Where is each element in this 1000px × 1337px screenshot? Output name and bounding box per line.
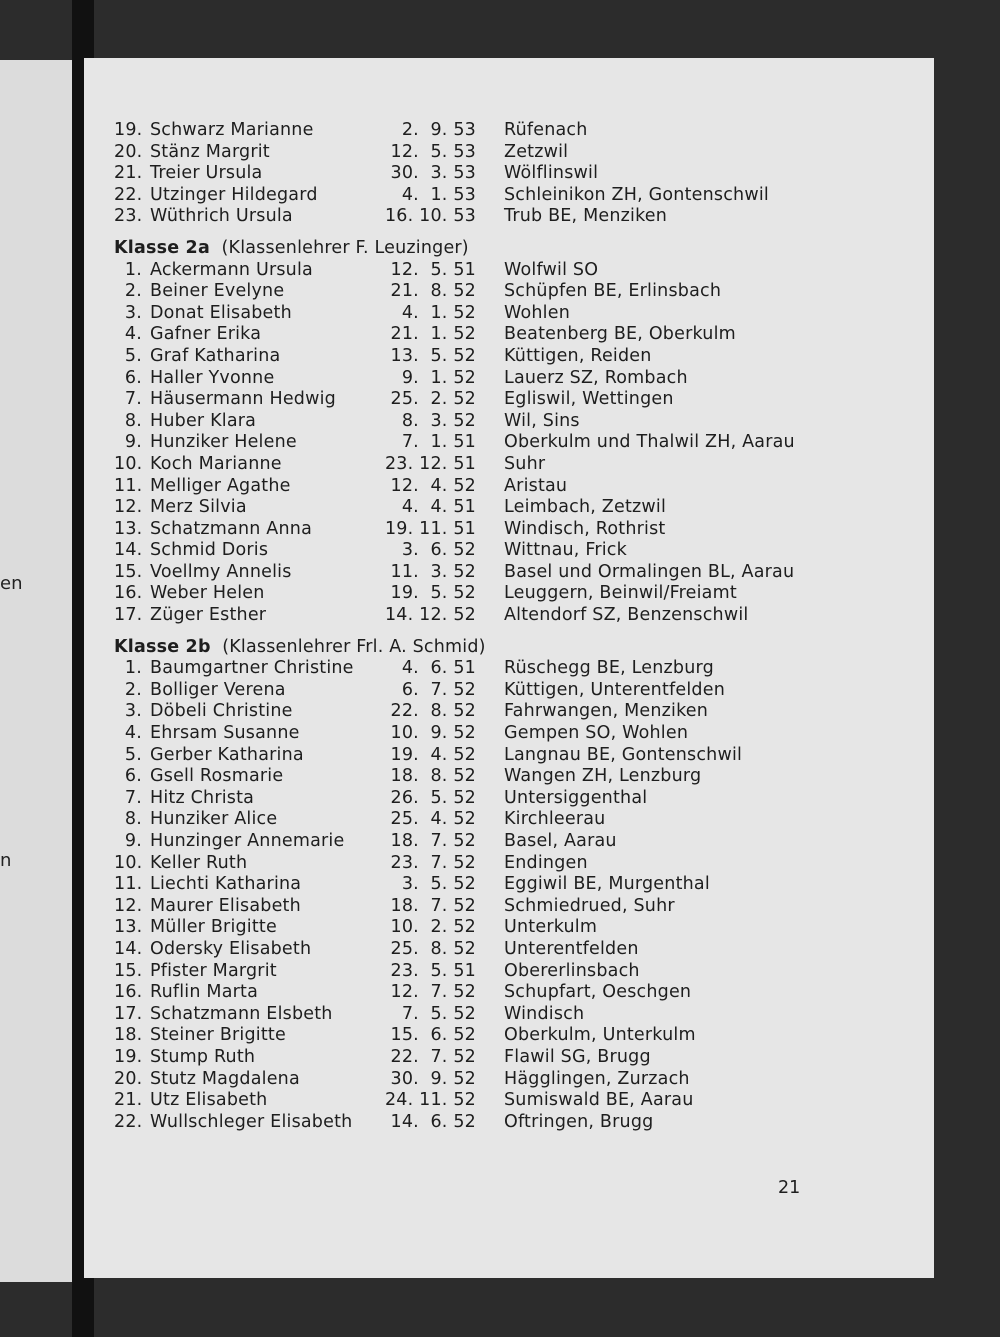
student-name: Donat Elisabeth	[150, 302, 292, 323]
student-name: Beiner Evelyne	[150, 281, 285, 302]
birth-date: 21. 8. 52	[390, 281, 476, 302]
home-place: Wittnau, Frick	[504, 540, 627, 561]
class-name: Klasse 2b	[114, 636, 211, 657]
birth-date: 14. 6. 52	[390, 1111, 476, 1132]
student-number: 5.	[124, 744, 142, 765]
birth-date: 4. 6. 51	[401, 658, 476, 679]
birth-date: 19. 4. 52	[390, 744, 476, 765]
birth-date: 2. 9. 53	[401, 120, 476, 140]
student-row	[114, 142, 914, 164]
student-name: Müller Brigitte	[150, 917, 277, 938]
home-place: Aristau	[504, 475, 568, 496]
student-name: Döbeli Christine	[150, 701, 293, 722]
birth-date: 16. 10. 53	[384, 206, 476, 227]
student-row	[114, 185, 914, 207]
student-number: 7.	[124, 389, 142, 410]
student-number: 6.	[124, 367, 142, 388]
student-row	[114, 163, 914, 185]
student-name: Utz Elisabeth	[150, 1090, 268, 1111]
student-name: Häusermann Hedwig	[150, 389, 336, 410]
student-name: Graf Katharina	[150, 345, 281, 366]
birth-date: 26. 5. 52	[390, 787, 476, 808]
student-name: Ruflin Marta	[150, 982, 259, 1003]
birth-date: 22. 8. 52	[390, 701, 476, 722]
home-place: Rüschegg BE, Lenzburg	[504, 658, 714, 679]
home-place: Flawil SG, Brugg	[504, 1046, 651, 1067]
home-place: Zetzwil	[504, 141, 569, 162]
class-teacher: (Klassenlehrer Frl. A. Schmid)	[222, 636, 486, 657]
home-place: Endingen	[504, 852, 588, 873]
home-place: Eggiwil BE, Murgenthal	[504, 874, 710, 895]
student-name: Bolliger Verena	[150, 679, 286, 700]
student-name: Keller Ruth	[150, 852, 248, 873]
student-name: Stänz Margrit	[150, 141, 270, 162]
student-name: Pfister Margrit	[150, 960, 277, 981]
student-name: Hunziker Alice	[150, 809, 278, 830]
student-list	[114, 120, 914, 1133]
student-number: 15.	[114, 960, 143, 981]
student-name: Gerber Katharina	[150, 744, 304, 765]
home-place: Altendorf SZ, Benzenschwil	[504, 605, 749, 626]
student-number: 22.	[114, 184, 143, 205]
home-place: Suhr	[504, 453, 546, 474]
birth-date: 12. 5. 53	[390, 141, 476, 162]
student-name: Koch Marianne	[150, 453, 282, 474]
student-row	[114, 540, 914, 562]
student-row	[114, 1069, 914, 1091]
student-number: 9.	[124, 831, 142, 851]
student-number: 17.	[114, 1003, 143, 1024]
student-name: Wüthrich Ursula	[150, 206, 293, 227]
birth-date: 10. 9. 52	[390, 723, 476, 744]
student-row	[114, 831, 914, 853]
birth-date: 25. 4. 52	[390, 809, 476, 830]
home-place: Küttigen, Reiden	[504, 345, 652, 366]
home-place: Beatenberg BE, Oberkulm	[504, 324, 736, 345]
student-row	[114, 1090, 914, 1112]
birth-date: 11. 3. 52	[390, 561, 476, 582]
student-row	[114, 701, 914, 723]
student-name: Ehrsam Susanne	[150, 723, 300, 744]
birth-date: 4. 1. 52	[401, 302, 476, 323]
student-row	[114, 519, 914, 541]
class-heading	[114, 637, 914, 659]
student-row	[114, 982, 914, 1004]
home-place: Rüfenach	[504, 120, 588, 140]
student-row	[114, 281, 914, 303]
student-number: 16.	[114, 982, 143, 1003]
birth-date: 12. 5. 51	[390, 259, 476, 280]
student-number: 3.	[124, 701, 142, 722]
student-row	[114, 723, 914, 745]
student-row	[114, 658, 914, 680]
student-number: 23.	[114, 206, 143, 227]
student-number: 11.	[114, 874, 143, 895]
student-row	[114, 605, 914, 627]
class-name: Klasse 2a	[114, 237, 210, 258]
student-number: 2.	[124, 281, 142, 302]
student-row	[114, 917, 914, 939]
student-number: 8.	[124, 809, 142, 830]
student-name: Züger Esther	[150, 605, 267, 626]
home-place: Wolfwil SO	[504, 259, 599, 280]
birth-date: 3. 5. 52	[401, 874, 476, 895]
home-place: Sumiswald BE, Aarau	[504, 1090, 694, 1111]
student-number: 12.	[114, 895, 143, 916]
birth-date: 4. 4. 51	[401, 497, 476, 518]
home-place: Langnau BE, Gontenschwil	[504, 744, 743, 765]
student-number: 3.	[124, 302, 142, 323]
birth-date: 15. 6. 52	[390, 1025, 476, 1046]
student-row	[114, 120, 914, 142]
student-number: 16.	[114, 583, 143, 604]
student-number: 20.	[114, 1068, 143, 1089]
student-row	[114, 1112, 914, 1134]
class-group	[114, 120, 914, 228]
student-name: Hitz Christa	[150, 787, 255, 808]
student-number: 17.	[114, 605, 143, 626]
home-place: Egliswil, Wettingen	[504, 389, 674, 410]
student-number: 14.	[114, 540, 143, 561]
student-name: Voellmy Annelis	[150, 561, 292, 582]
student-number: 14.	[114, 938, 143, 959]
student-name: Melliger Agathe	[150, 475, 291, 496]
student-number: 18.	[114, 1025, 143, 1046]
home-place: Fahrwangen, Menziken	[504, 701, 709, 722]
student-name: Haller Yvonne	[150, 367, 275, 388]
student-row	[114, 389, 914, 411]
student-name: Liechti Katharina	[150, 874, 302, 895]
student-name: Treier Ursula	[150, 163, 263, 184]
birth-date: 30. 9. 52	[390, 1068, 476, 1089]
student-number: 22.	[114, 1111, 143, 1132]
birth-date: 3. 6. 52	[401, 540, 476, 561]
home-place: Obererlinsbach	[504, 960, 640, 981]
birth-date: 23. 5. 51	[390, 960, 476, 981]
student-row	[114, 680, 914, 702]
home-place: Hägglingen, Zurzach	[504, 1068, 690, 1089]
home-place: Wohlen	[504, 302, 570, 323]
birth-date: 30. 3. 53	[390, 163, 476, 184]
left-page-edge	[0, 60, 72, 1282]
class-group	[114, 637, 914, 1134]
student-row	[114, 346, 914, 368]
student-row	[114, 1004, 914, 1026]
home-place: Oberkulm, Unterkulm	[504, 1025, 696, 1046]
student-number: 5.	[124, 345, 142, 366]
birth-date: 22. 7. 52	[390, 1046, 476, 1067]
home-place: Basel, Aarau	[504, 831, 617, 851]
student-row	[114, 324, 914, 346]
student-number: 20.	[114, 141, 143, 162]
birth-date: 18. 7. 52	[390, 895, 476, 916]
student-row	[114, 411, 914, 433]
student-name: Ackermann Ursula	[150, 259, 313, 280]
birth-date: 21. 1. 52	[390, 324, 476, 345]
birth-date: 7. 5. 52	[401, 1003, 476, 1024]
birth-date: 13. 5. 52	[390, 345, 476, 366]
student-name: Merz Silvia	[150, 497, 247, 518]
student-row	[114, 454, 914, 476]
student-number: 10.	[114, 852, 143, 873]
home-place: Schmiedrued, Suhr	[504, 895, 675, 916]
student-number: 6.	[124, 766, 142, 787]
home-place: Untersiggenthal	[504, 787, 648, 808]
birth-date: 25. 2. 52	[390, 389, 476, 410]
student-number: 11.	[114, 475, 143, 496]
student-name: Utzinger Hildegard	[150, 184, 318, 205]
student-row	[114, 260, 914, 282]
home-place: Oftringen, Brugg	[504, 1111, 654, 1132]
student-row	[114, 809, 914, 831]
home-place: Unterentfelden	[504, 938, 639, 959]
student-row	[114, 939, 914, 961]
home-place: Lauerz SZ, Rombach	[504, 367, 688, 388]
home-place: Gempen SO, Wohlen	[504, 723, 689, 744]
home-place: Wangen ZH, Lenzburg	[504, 766, 702, 787]
student-number: 1.	[124, 658, 142, 679]
student-number: 4.	[124, 324, 142, 345]
student-name: Odersky Elisabeth	[150, 938, 312, 959]
home-place: Leimbach, Zetzwil	[504, 497, 667, 518]
student-number: 21.	[114, 163, 143, 184]
student-name: Schatzmann Elsbeth	[150, 1003, 333, 1024]
student-row	[114, 206, 914, 228]
student-row	[114, 853, 914, 875]
student-number: 1.	[124, 259, 142, 280]
home-place: Basel und Ormalingen BL, Aarau	[504, 561, 795, 582]
student-row	[114, 1047, 914, 1069]
student-row	[114, 432, 914, 454]
home-place: Wil, Sins	[504, 410, 580, 431]
student-row	[114, 497, 914, 519]
home-place: Kirchleerau	[504, 809, 606, 830]
student-number: 15.	[114, 561, 143, 582]
student-number: 8.	[124, 410, 142, 431]
home-place: Oberkulm und Thalwil ZH, Aarau	[504, 432, 795, 453]
student-name: Maurer Elisabeth	[150, 895, 301, 916]
birth-date: 8. 3. 52	[401, 410, 476, 431]
student-number: 13.	[114, 518, 143, 539]
birth-date: 19. 5. 52	[390, 583, 476, 604]
student-row	[114, 1025, 914, 1047]
home-place: Küttigen, Unterentfelden	[504, 679, 725, 700]
student-number: 2.	[124, 679, 142, 700]
left-page-fragment: n	[0, 850, 12, 871]
student-row	[114, 303, 914, 325]
birth-date: 10. 2. 52	[390, 917, 476, 938]
class-group	[114, 238, 914, 627]
home-place: Schupfart, Oeschgen	[504, 982, 692, 1003]
student-number: 7.	[124, 787, 142, 808]
student-name: Stump Ruth	[150, 1046, 256, 1067]
birth-date: 9. 1. 52	[401, 367, 476, 388]
student-name: Huber Klara	[150, 410, 257, 431]
student-number: 19.	[114, 120, 143, 140]
student-number: 10.	[114, 453, 143, 474]
document-page	[84, 58, 934, 1278]
student-row	[114, 961, 914, 983]
student-number: 4.	[124, 723, 142, 744]
birth-date: 7. 1. 51	[401, 432, 476, 453]
student-row	[114, 896, 914, 918]
student-number: 12.	[114, 497, 143, 518]
birth-date: 14. 12. 52	[384, 605, 476, 626]
student-row	[114, 766, 914, 788]
home-place: Leuggern, Beinwil/Freiamt	[504, 583, 737, 604]
student-number: 21.	[114, 1090, 143, 1111]
birth-date: 6. 7. 52	[401, 679, 476, 700]
birth-date: 23. 7. 52	[390, 852, 476, 873]
student-name: Wullschleger Elisabeth	[150, 1111, 353, 1132]
student-row	[114, 745, 914, 767]
student-row	[114, 562, 914, 584]
student-name: Weber Helen	[150, 583, 265, 604]
birth-date: 18. 7. 52	[390, 831, 476, 851]
birth-date: 18. 8. 52	[390, 766, 476, 787]
student-name: Hunzinger Annemarie	[150, 831, 345, 851]
left-page-fragment: en	[0, 573, 23, 594]
student-name: Schatzmann Anna	[150, 518, 312, 539]
home-place: Trub BE, Menziken	[504, 206, 668, 227]
student-name: Steiner Brigitte	[150, 1025, 286, 1046]
student-row	[114, 788, 914, 810]
home-place: Unterkulm	[504, 917, 598, 938]
student-row	[114, 583, 914, 605]
student-row	[114, 368, 914, 390]
student-name: Baumgartner Christine	[150, 658, 354, 679]
home-place: Windisch, Rothrist	[504, 518, 666, 539]
birth-date: 19. 11. 51	[384, 518, 476, 539]
student-name: Gsell Rosmarie	[150, 766, 284, 787]
birth-date: 4. 1. 53	[401, 184, 476, 205]
student-name: Gafner Erika	[150, 324, 262, 345]
home-place: Windisch	[504, 1003, 585, 1024]
home-place: Wölflinswil	[504, 163, 599, 184]
home-place: Schüpfen BE, Erlinsbach	[504, 281, 722, 302]
student-name: Schwarz Marianne	[150, 120, 314, 140]
birth-date: 24. 11. 52	[384, 1090, 476, 1111]
student-name: Schmid Doris	[150, 540, 269, 561]
birth-date: 23. 12. 51	[384, 453, 476, 474]
class-teacher: (Klassenlehrer F. Leuzinger)	[221, 237, 469, 258]
birth-date: 12. 7. 52	[390, 982, 476, 1003]
student-row	[114, 874, 914, 896]
student-number: 13.	[114, 917, 143, 938]
page-number: 21	[778, 1178, 801, 1198]
student-number: 19.	[114, 1046, 143, 1067]
class-heading	[114, 238, 914, 260]
student-name: Hunziker Helene	[150, 432, 297, 453]
birth-date: 25. 8. 52	[390, 938, 476, 959]
birth-date: 12. 4. 52	[390, 475, 476, 496]
student-name: Stutz Magdalena	[150, 1068, 300, 1089]
student-row	[114, 476, 914, 498]
home-place: Schleinikon ZH, Gontenschwil	[504, 184, 769, 205]
student-number: 9.	[124, 432, 142, 453]
